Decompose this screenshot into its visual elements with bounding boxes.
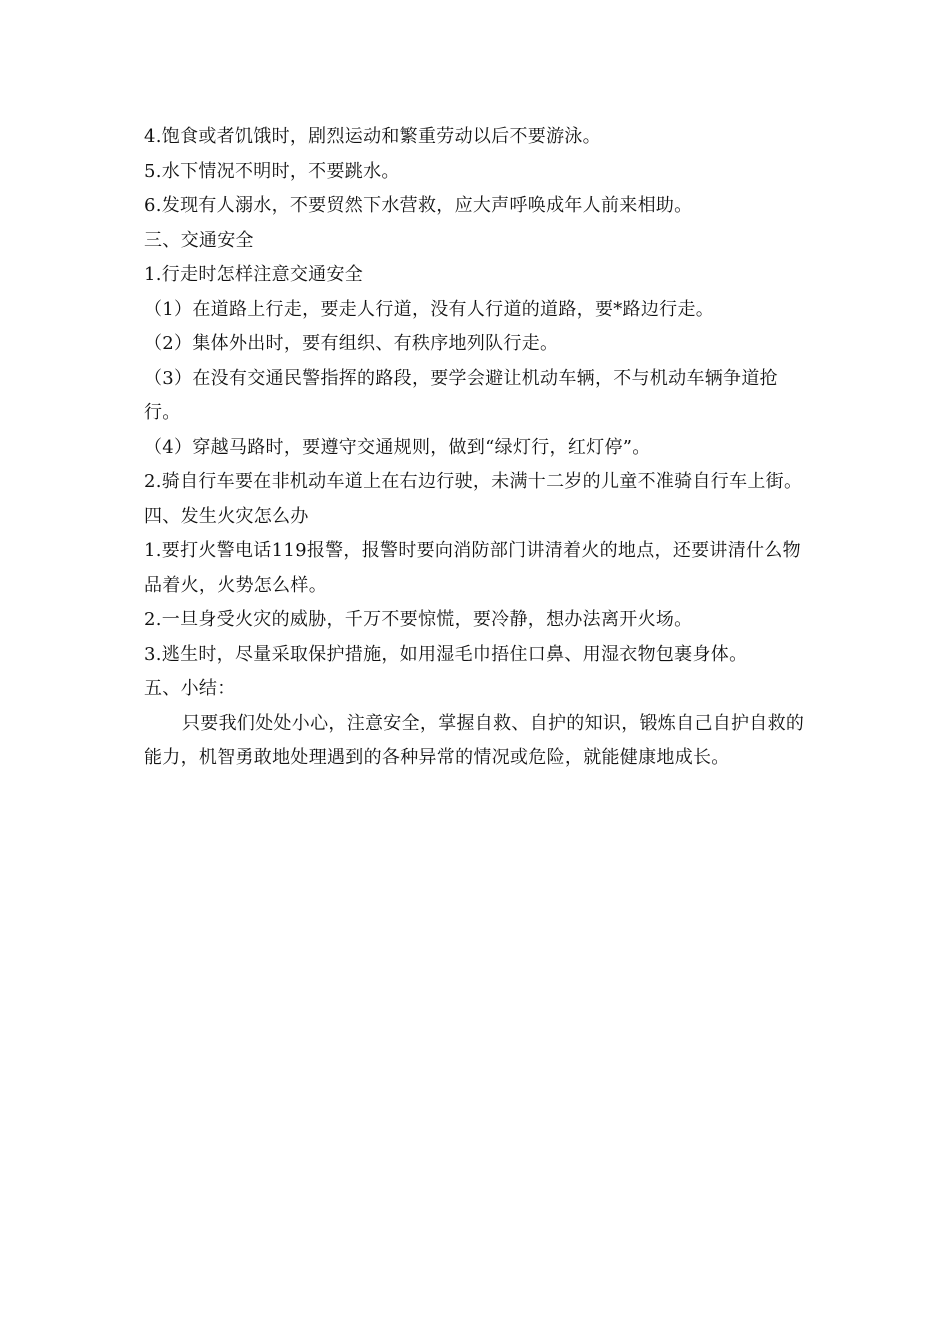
- subheading-walking-safety: 1.行走时怎样注意交通安全: [144, 264, 364, 285]
- walking-rule-4: （4）穿越马路时，要遵守交通规则，做到“绿灯行，红灯停”。: [144, 436, 651, 458]
- document-body: [144, 120, 812, 776]
- summary-paragraph: 只要我们处处小心，注意安全，掌握自救、自护的知识，锻炼自己自护自救的能力，机智勇敢地处理遇到的各种异常的情况或危险，就能健康地成长。: [144, 712, 805, 768]
- section-heading-traffic-safety: 三、交通安全: [144, 229, 254, 251]
- section-heading-summary: 五、小结：: [144, 678, 236, 699]
- fire-rule-1: 1.要打火警电话119报警，报警时要向消防部门讲清着火的地点，还要讲清什么物品着火，火势怎么样。: [144, 540, 801, 596]
- swimming-rule-4: 4.饱食或者饥饿时，剧烈运动和繁重劳动以后不要游泳。: [144, 126, 601, 147]
- walking-rule-2: （2）集体外出时，要有组织、有秩序地列队行走。: [144, 333, 559, 354]
- walking-rule-1: （1）在道路上行走，要走人行道，没有人行道的道路，要*路边行走。: [144, 298, 715, 320]
- bicycle-rule: 2.骑自行车要在非机动车道上在右边行驶，未满十二岁的儿童不准骑自行车上街。: [144, 471, 803, 492]
- section-heading-fire: 四、发生火灾怎么办: [144, 505, 309, 527]
- swimming-rule-6: 6.发现有人溺水，不要贸然下水营救，应大声呼唤成年人前来相助。: [144, 195, 693, 216]
- walking-rule-3: （3）在没有交通民警指挥的路段，要学会避让机动车辆，不与机动车辆争道抢行。: [144, 367, 778, 423]
- fire-rule-3: 3.逃生时，尽量采取保护措施，如用湿毛巾捂住口鼻、用湿衣物包裹身体。: [144, 643, 748, 665]
- swimming-rule-5: 5.水下情况不明时，不要跳水。: [144, 160, 400, 182]
- fire-rule-2: 2.一旦身受火灾的威胁，千万不要惊慌，要冷静，想办法离开火场。: [144, 609, 693, 630]
